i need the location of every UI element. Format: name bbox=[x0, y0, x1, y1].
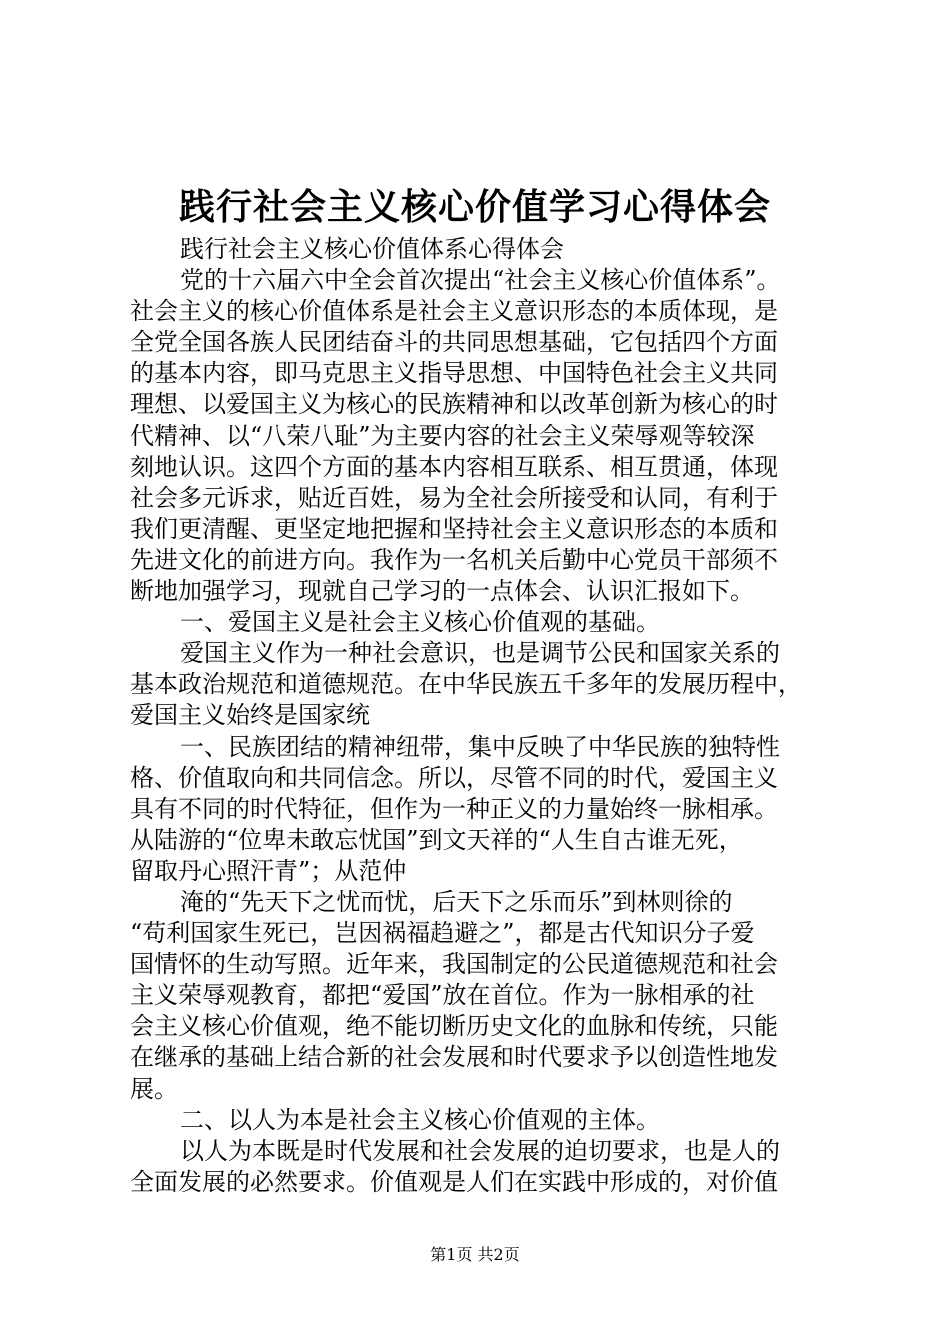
paragraph-line: 展。 bbox=[130, 1074, 178, 1103]
paragraph-line: 留取丹心照汗青”；从范仲 bbox=[130, 856, 407, 885]
paragraph-line: 会主义核心价值观，绝不能切断历史文化的血脉和传统，只能 bbox=[130, 1012, 778, 1041]
paragraph-line: 断地加强学习，现就自己学习的一点体会、认识汇报如下。 bbox=[130, 577, 754, 606]
paragraph-line: 淹的“先天下之忧而忧，后天下之乐而乐”到林则徐的 bbox=[180, 887, 733, 916]
paragraph-line: 一、民族团结的精神纽带，集中反映了中华民族的独特性 bbox=[180, 732, 780, 761]
paragraph-line: 社会多元诉求，贴近百姓，易为全社会所接受和认同，有利于 bbox=[130, 483, 778, 512]
paragraph-line: 我们更清醒、更坚定地把握和坚持社会主义意识形态的本质和 bbox=[130, 514, 778, 543]
paragraph-line: 爱国主义始终是国家统 bbox=[130, 701, 370, 730]
subtitle-line: 践行社会主义核心价值体系心得体会 bbox=[180, 235, 564, 263]
paragraph-line: 具有不同的时代特征，但作为一种正义的力量始终一脉相承。 bbox=[130, 794, 778, 823]
paragraph-line: 党的十六届六中全会首次提出“社会主义核心价值体系”。 bbox=[180, 266, 781, 295]
paragraph-line: 刻地认识。这四个方面的基本内容相互联系、相互贯通，体现 bbox=[130, 452, 778, 481]
paragraph-line: 格、价值取向和共同信念。所以，尽管不同的时代，爱国主义 bbox=[130, 763, 778, 792]
paragraph-line: 代精神、以“八荣八耻”为主要内容的社会主义荣辱观等较深 bbox=[130, 421, 755, 450]
paragraph-line: 从陆游的“位卑未敢忘忧国”到文天祥的“人生自古谁无死， bbox=[130, 825, 743, 854]
paragraph-line: 以人为本既是时代发展和社会发展的迫切要求，也是人的 bbox=[180, 1136, 780, 1165]
paragraph-line: 基本政治规范和道德规范。在中华民族五千多年的发展历程中， bbox=[130, 670, 802, 699]
paragraph-line: 理想、以爱国主义为核心的民族精神和以改革创新为核心的时 bbox=[130, 390, 778, 419]
paragraph-line: 全党全国各族人民团结奋斗的共同思想基础，它包括四个方面 bbox=[130, 328, 778, 357]
paragraph-line: 爱国主义作为一种社会意识，也是调节公民和国家关系的 bbox=[180, 639, 780, 668]
page-number-footer: 第1页 共2页 bbox=[430, 1245, 520, 1264]
paragraph-line: “苟利国家生死已，岂因祸福趋避之”，都是古代知识分子爱 bbox=[130, 919, 755, 948]
document-body bbox=[130, 234, 830, 1198]
paragraph-line: 在继承的基础上结合新的社会发展和时代要求予以创造性地发 bbox=[130, 1043, 778, 1072]
section-heading: 二、以人为本是社会主义核心价值观的主体。 bbox=[180, 1105, 660, 1134]
paragraph-line: 主义荣辱观教育，都把“爱国”放在首位。作为一脉相承的社 bbox=[130, 981, 755, 1010]
paragraph-line: 国情怀的生动写照。近年来，我国制定的公民道德规范和社会 bbox=[130, 950, 778, 979]
paragraph-line: 社会主义的核心价值体系是社会主义意识形态的本质体现，是 bbox=[130, 297, 778, 326]
paragraph-line: 全面发展的必然要求。价值观是人们在实践中形成的，对价值 bbox=[130, 1167, 778, 1196]
section-heading: 一、爱国主义是社会主义核心价值观的基础。 bbox=[180, 608, 660, 637]
paragraph-line: 先进文化的前进方向。我作为一名机关后勤中心党员干部须不 bbox=[130, 545, 778, 574]
paragraph-line: 的基本内容，即马克思主义指导思想、中国特色社会主义共同 bbox=[130, 359, 778, 388]
document-title: 践行社会主义核心价值学习心得体会 bbox=[178, 187, 771, 228]
